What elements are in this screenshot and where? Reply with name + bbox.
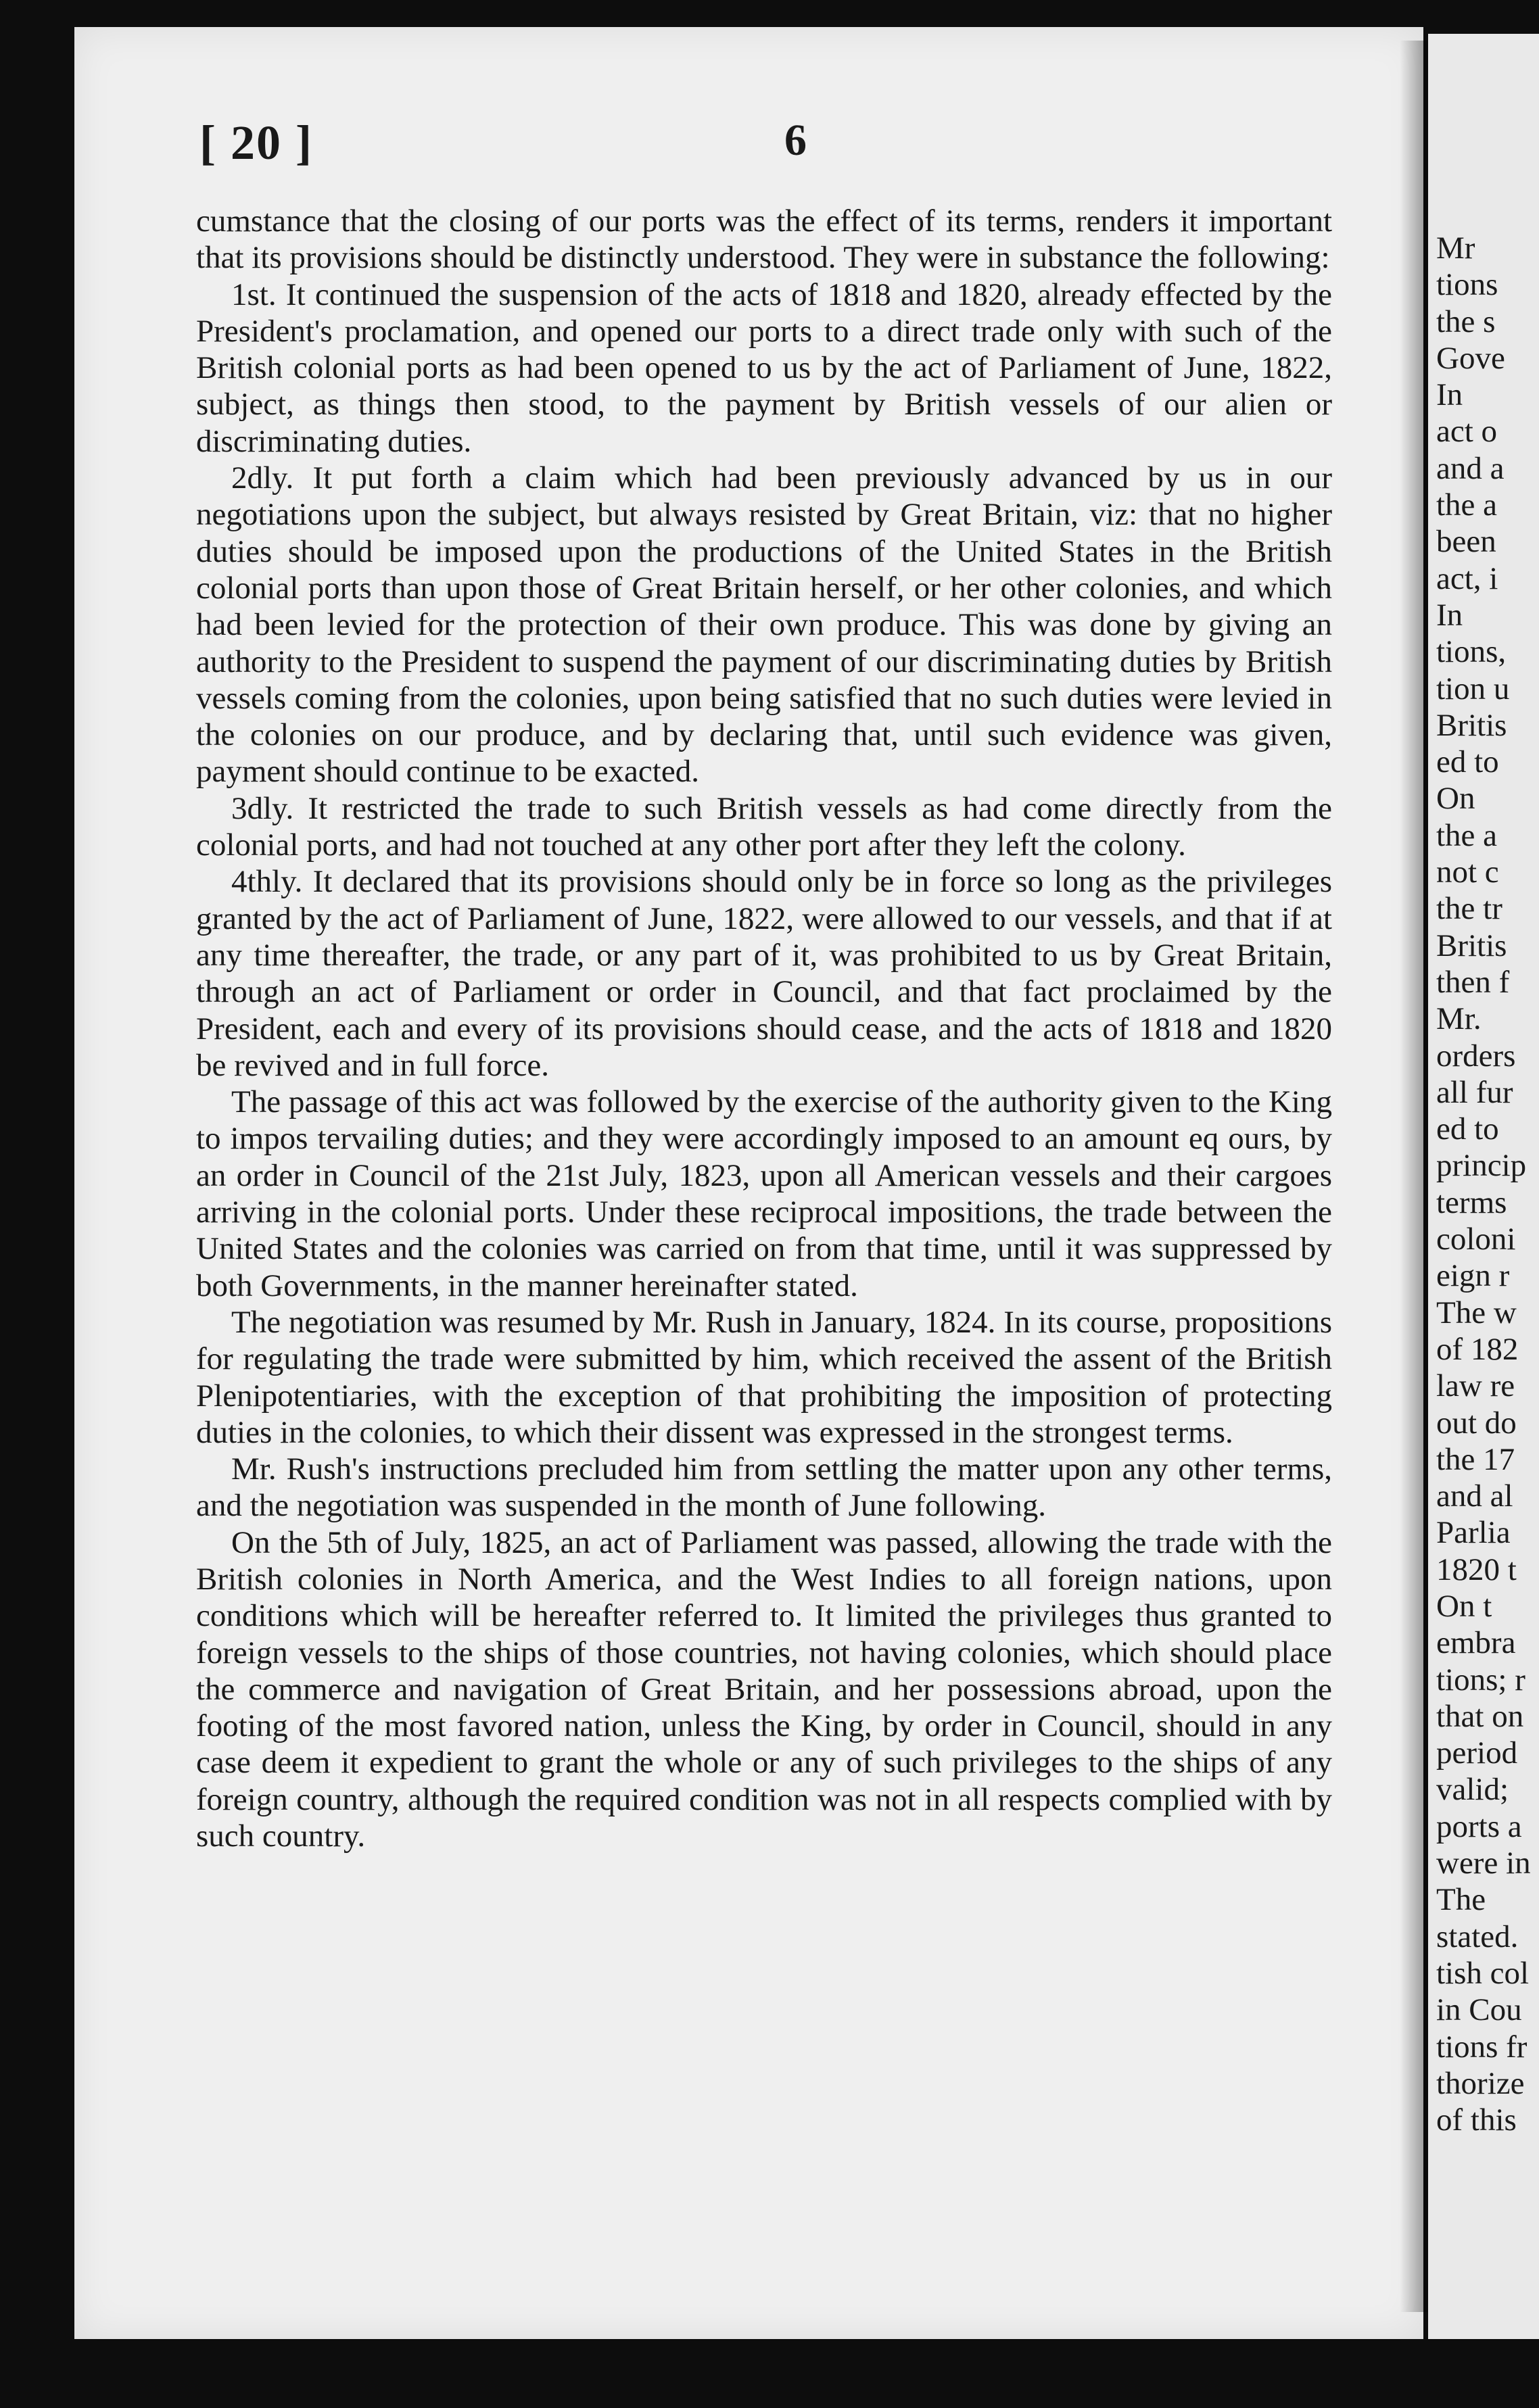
paragraph: 4thly. It declared that its provisions should only be in force so long as the privileges granted by the act of Parliament of June, 1822, were allowed to our vessels, and that if at any time thereafter, the trade, or any part of it, was prohibited to us by Great Britain, through an act of Parliament or order in Council, and that fact proclaimed by the President, each and every of its provisions should cease, and the acts of 1818 and 1820 be revived and in full force. <box>196 864 1332 1083</box>
right-page-line: 1820 t <box>1436 1551 1517 1587</box>
right-page-line: stated. <box>1436 1919 1519 1954</box>
right-page-line: the a <box>1436 817 1498 853</box>
right-page-line: period <box>1436 1735 1518 1771</box>
right-page-line: out do <box>1436 1405 1517 1441</box>
right-page-line: On <box>1436 781 1475 817</box>
right-page-line: and a <box>1436 450 1505 486</box>
right-page-line: tions fr <box>1436 2029 1528 2065</box>
right-page-line: of this <box>1436 2102 1517 2138</box>
paragraph: The negotiation was resumed by Mr. Rush in January, 1824. In its course, propositions for regulating the trade were submitted by him, which received the assent of the British Plenipotentiaries, with the exception of that prohibiting the imposition of protecting duties in the colonies, to which their dissent was expressed in the strongest terms. <box>196 1304 1332 1450</box>
right-page-line: valid; <box>1436 1772 1509 1808</box>
right-page-line: ed to <box>1436 744 1499 780</box>
right-page-line: not c <box>1436 854 1499 890</box>
right-page-line: tish col <box>1436 1955 1530 1991</box>
right-page-line: eign r <box>1436 1258 1510 1294</box>
right-page-line: Gove <box>1436 340 1505 376</box>
right-page-line: orders <box>1436 1038 1516 1074</box>
right-page-line: Britis <box>1436 928 1507 963</box>
right-page-line: law re <box>1436 1368 1515 1404</box>
paragraph: cumstance that the closing of our ports was the effect of its terms, renders it important that its provisions should be distinctly understood. They were in substance the following: <box>196 203 1332 276</box>
right-page-line: Mr <box>1436 231 1475 266</box>
right-page-line: Britis <box>1436 707 1507 743</box>
paragraph: 3dly. It restricted the trade to such British vessels as had come directly from the colonial ports, and had not touched at any other port after they left the colony. <box>196 790 1332 863</box>
right-page-line: then f <box>1436 964 1510 1000</box>
right-page-line: tions; r <box>1436 1662 1525 1697</box>
right-page-line: been <box>1436 524 1496 560</box>
right-page-line: terms <box>1436 1184 1507 1220</box>
paragraph: The passage of this act was followed by the exercise of the authority given to the King to impos tervailing duties; and they were accordingly imposed to an amount eq ours, by an order in Council of the 21st July, 1823, upon all American vessels and their cargoes arriving in the colonial ports. Under these reciprocal impositions, the trade between the United States and the colonies was carried on from that time, until it was suppressed by both Governments, in the manner hereinafter stated. <box>196 1084 1332 1303</box>
paragraph: 1st. It continued the suspension of the acts of 1818 and 1820, already effected by the President's proclamation, and opened our ports to a direct trade only with such of the British colonial ports as had been opened to us by the act of Parliament of June, 1822, subject, as things then stood, to the payment by British vessels of our alien or discriminating duties. <box>196 276 1332 459</box>
page-number: 6 <box>784 116 807 165</box>
body-text <box>196 203 1332 1854</box>
right-page-line: the s <box>1436 304 1496 339</box>
paragraph: Mr. Rush's instructions precluded him from settling the matter upon any other terms, and the negotiation was suspended in the month of June following. <box>196 1451 1332 1524</box>
right-page-line: In <box>1436 377 1463 413</box>
right-page-line: ports a <box>1436 1808 1522 1844</box>
right-page-line: all fur <box>1436 1074 1513 1110</box>
page-header <box>199 115 1335 176</box>
right-page-line: Mr. <box>1436 1001 1482 1037</box>
paragraph: 2dly. It put forth a claim which had been previously advanced by us in our negotiations upon the subject, but always resisted by Great Britain, viz: that no higher duties should be imposed upon the productions of the United States in the British colonial ports than upon those of Great Britain herself, or her other colonies, and which had been levied for the protection of their own produce. This was done by giving an authority to the President to suspend the payment of our discriminating duties by British vessels coming from the colonies, upon being satisfied that no such duties were levied in the colonies on our produce, and by declaring that, until such evidence was given, payment should continue to be exacted. <box>196 460 1332 790</box>
bracket-page-number: [ 20 ] <box>199 116 313 170</box>
right-page-line: act o <box>1436 414 1498 450</box>
right-page-text <box>1436 230 1539 2138</box>
right-page-line: In <box>1436 597 1463 633</box>
right-page-line: ed to <box>1436 1111 1499 1147</box>
right-page-line: the 17 <box>1436 1441 1515 1477</box>
right-page-line: The w <box>1436 1295 1517 1330</box>
right-page-line: tions, <box>1436 634 1507 670</box>
right-page-line: princip <box>1436 1148 1527 1184</box>
right-page-line: embra <box>1436 1625 1516 1661</box>
right-page-line: The <box>1436 1882 1486 1918</box>
right-page-line: that on <box>1436 1698 1524 1734</box>
right-page-line: were in <box>1436 1846 1531 1881</box>
right-page-line: coloni <box>1436 1222 1516 1257</box>
right-page-line: On t <box>1436 1588 1492 1624</box>
right-page <box>1428 34 1539 2339</box>
right-page-line: thorize <box>1436 2065 1525 2101</box>
right-page-line: tion u <box>1436 671 1510 706</box>
right-page-line: in Cou <box>1436 1992 1522 2028</box>
right-page-line: the tr <box>1436 891 1502 927</box>
right-page-line: and al <box>1436 1478 1513 1514</box>
paragraph: On the 5th of July, 1825, an act of Parliament was passed, allowing the trade with the British colonies in North America, and the West Indies to all foreign nations, upon conditions which will be hereafter referred to. It limited the privileges thus granted to foreign vessels to the ships of those countries, not having colonies, which should place the commerce and navigation of Great Britain, and her possessions abroad, upon the footing of the most favored nation, unless the King, by order in Council, should in any case deem it expedient to grant the whole or any of such privileges to the ships of any foreign country, although the required condition was not in all respects complied with by such country. <box>196 1524 1332 1854</box>
right-page-line: act, i <box>1436 560 1498 596</box>
right-page-line: Parlia <box>1436 1515 1511 1551</box>
right-page-line: of 182 <box>1436 1331 1519 1367</box>
right-page-line: tions <box>1436 267 1498 303</box>
right-page-line: the a <box>1436 487 1498 523</box>
